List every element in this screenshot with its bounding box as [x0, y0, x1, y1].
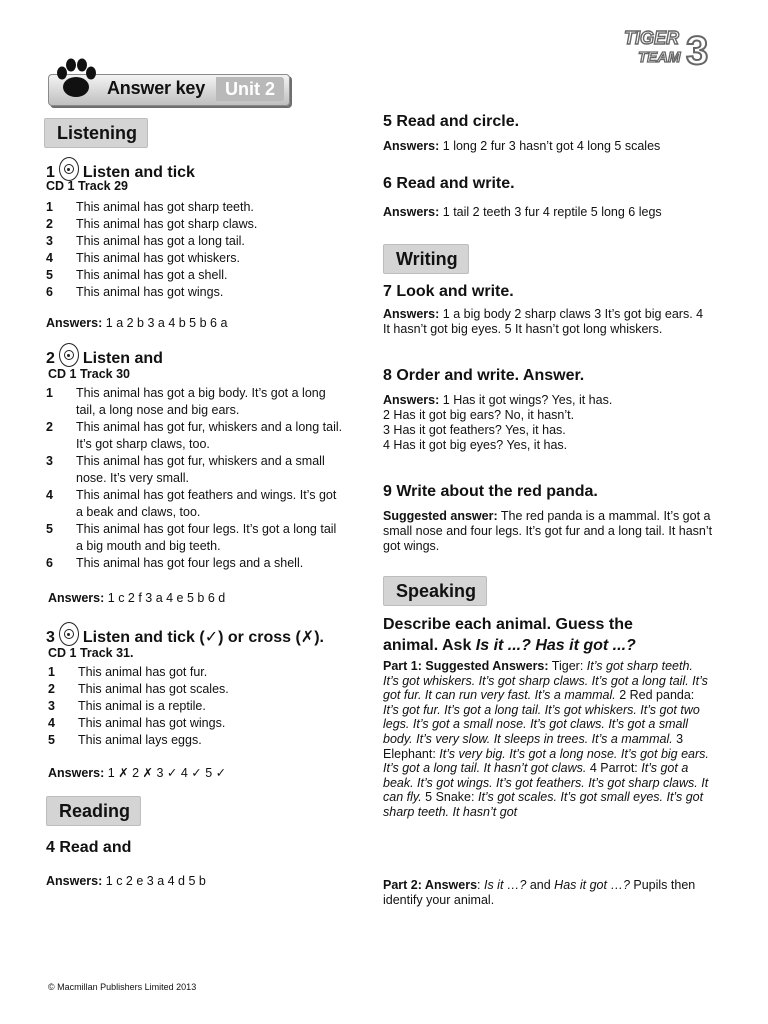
- exercise-6-title: 6 Read and write.: [383, 175, 515, 192]
- exercise-3-answers: Answers: 1 ✗ 2 ✗ 3 ✓ 4 ✓ 5 ✓: [48, 766, 227, 780]
- cd-icon: [59, 157, 79, 181]
- answer-line: 1 Has it got wings? Yes, it has.: [442, 393, 613, 407]
- answer-line: 2 Has it got big ears? No, it hasn’t.: [383, 408, 575, 422]
- speaking-part-1: Part 1: Suggested Answers: Tiger: It’s got sharp teeth. It’s got whiskers. It’s got sharp claws. It’s got a long tail. It’s got fur. It can run very fast. It’s a mammal. 2 Red panda: It’s got fur. It’s got a long tail. It’s got whiskers. It’s got two legs. It’s got a small nose. It’s got claws. It’s got a small body. It’s very slow. It sleeps in trees. It’s a mammal. 3 Elephant: It’s very big. It’s got a long nose. It’s got big ears. It’s got a long tail. It hasn’t got claws. 4 Parrot: It’s got a beak. It’s got wings. It’s got feathers. It’s got sharp claws. It can fly. 5 Snake: It’s got scales. It’s got small eyes. It’s got sharp teeth. It hasn’t got: [383, 659, 709, 819]
- script-line: [48, 681, 338, 698]
- script-line: [46, 555, 346, 572]
- script-line: [46, 487, 346, 521]
- answer-text: 4 Parrot:: [586, 761, 642, 776]
- exercise-2-answers: Answers: 1 c 2 f 3 a 4 e 5 b 6 d: [48, 591, 226, 605]
- speaking-part-2: Part 2: Answers: Is it …? and Has it got …? Pupils then identify your animal.: [383, 878, 696, 907]
- line-text: This animal has got feathers and wings. It’s got a beak and claws, too.: [76, 488, 337, 519]
- cd-icon: [59, 343, 79, 367]
- exercise-6-answers: Answers: 1 tail 2 teeth 3 fur 4 reptile 5 long 6 legs: [383, 205, 662, 219]
- answer-line: 4 Has it got big eyes? Yes, it has.: [383, 438, 568, 452]
- exercise-7-title: 7 Look and write.: [383, 283, 514, 300]
- logo-word-bottom: TEAM: [638, 49, 681, 66]
- line-number: 1: [46, 200, 53, 214]
- section-heading-listening: Listening: [44, 118, 148, 148]
- answer-italic-text: It’s got sharp teeth. It’s got whiskers. It’s got sharp claws. It’s got a long tail. It’s got fur. It can run very fast. It’s a mammal.: [383, 659, 708, 703]
- exercise-3-script: [48, 664, 338, 749]
- line-number: 4: [48, 716, 55, 730]
- script-line: [48, 715, 338, 732]
- answer-italic-text: It’s very big. It’s got a long nose. It’s got big ears. It’s got a long tail. It hasn’t got claws.: [383, 746, 709, 776]
- line-text: This animal has got four legs. It’s got a long tail a big mouth and big teeth.: [76, 522, 337, 553]
- script-line: [46, 521, 346, 555]
- line-text: This animal has got sharp teeth.: [76, 200, 254, 214]
- exercise-9-answers: Suggested answer: The red panda is a mammal. It’s got a small nose and four legs. It’s got fur and a long tail. It hasn’t got wings.: [383, 509, 713, 553]
- line-number: 5: [46, 268, 53, 282]
- answer-text: 3 Elephant:: [383, 731, 684, 761]
- line-number: 3: [46, 234, 53, 248]
- line-number: 2: [46, 420, 53, 434]
- line-number: 3: [46, 454, 53, 468]
- exercise-8-title: 8 Order and write. Answer.: [383, 367, 585, 384]
- cd-icon: [59, 622, 79, 646]
- exercise-9-title: 9 Write about the red panda.: [383, 483, 598, 500]
- line-text: This animal has got fur, whiskers and a small nose. It’s very small.: [76, 454, 325, 485]
- exercise-4-title: 4 Read and: [46, 839, 132, 856]
- script-line: [46, 419, 346, 453]
- answer-text: 2 Red panda:: [615, 688, 695, 703]
- line-text: This animal has got four legs and a shell.: [76, 556, 304, 570]
- script-line: [48, 664, 338, 681]
- line-number: 4: [46, 488, 53, 502]
- answer-text: Tiger:: [548, 659, 587, 673]
- script-line: [46, 267, 346, 284]
- line-text: This animal is a reptile.: [78, 699, 206, 713]
- line-number: 1: [48, 665, 55, 679]
- exercise-5-title: 5 Read and circle.: [383, 113, 520, 130]
- answer-italic-text: It’s got a beak. It’s got wings. It’s got feathers. It’s got sharp claws. It can fly.: [383, 761, 709, 805]
- script-line: [46, 453, 346, 487]
- line-text: This animal has got whiskers.: [76, 251, 240, 265]
- exercise-2-track: CD 1 Track 30: [48, 367, 130, 381]
- answer-text: 5 Snake:: [421, 790, 478, 805]
- line-number: 1: [46, 386, 53, 400]
- script-line: [48, 698, 338, 715]
- line-text: This animal has got a long tail.: [76, 234, 245, 248]
- line-text: This animal has got a shell.: [76, 268, 228, 282]
- answer-italic-text: It’s got fur. It’s got a long tail. It’s got whiskers. It’s got two legs. It’s got a small nose. It’s got claws. It’s got a small body. It’s very slow. It sleeps in trees. It’s a mammal.: [383, 702, 700, 746]
- section-heading-writing: Writing: [383, 244, 469, 274]
- exercise-2-script: [46, 385, 346, 572]
- line-number: 5: [46, 522, 53, 536]
- line-text: This animal has got wings.: [76, 285, 224, 299]
- exercise-7-answers: Answers: 1 a big body 2 sharp claws 3 It’s got big ears. 4 It hasn’t got big eyes. 5 It hasn’t got long whiskers.: [383, 307, 704, 336]
- exercise-1-script: [46, 199, 346, 301]
- exercise-3-track: CD 1 Track 31.: [48, 646, 134, 660]
- logo-number: 3: [686, 29, 709, 72]
- exercise-1-answers: Answers: 1 a 2 b 3 a 4 b 5 b 6 a: [46, 316, 228, 330]
- line-text: This animal has got sharp claws.: [76, 217, 258, 231]
- line-number: 5: [48, 733, 55, 747]
- section-heading-reading: Reading: [46, 796, 141, 826]
- line-text: This animal has got scales.: [78, 682, 229, 696]
- exercise-2-title: 2 Listen and: [46, 343, 163, 368]
- answer-key-title: Answer key: [107, 78, 206, 98]
- section-heading-speaking: Speaking: [383, 576, 487, 606]
- script-line: [48, 732, 338, 749]
- answer-italic-text: It’s got scales. It’s got small eyes. It’s got sharp teeth. It hasn’t got: [383, 790, 704, 819]
- line-text: This animal has got a big body. It’s got a long tail, a long nose and big ears.: [76, 386, 326, 417]
- line-number: 2: [48, 682, 55, 696]
- paw-icon: [53, 55, 99, 101]
- line-text: This animal has got fur.: [78, 665, 208, 679]
- line-number: 6: [46, 285, 53, 299]
- line-text: This animal has got fur, whiskers and a long tail. It’s got sharp claws, too.: [76, 420, 343, 451]
- exercise-5-answers: Answers: 1 long 2 fur 3 hasn’t got 4 long 5 scales: [383, 139, 661, 153]
- script-line: [46, 233, 346, 250]
- line-text: This animal has got wings.: [78, 716, 226, 730]
- exercise-4-answers: Answers: 1 c 2 e 3 a 4 d 5 b: [46, 874, 206, 888]
- speaking-title: Describe each animal. Guess the animal. Ask Is it ...? Has it got ...?: [383, 616, 636, 654]
- exercise-8-answers: Answers: 1 Has it got wings? Yes, it has. 2 Has it got big ears? No, it hasn’t. 3 Has it got feathers? Yes, it has. 4 Has it got big eyes? Yes, it has.: [383, 393, 613, 452]
- tiger-team-logo: [620, 22, 720, 72]
- answer-line: 3 Has it got feathers? Yes, it has.: [383, 423, 566, 437]
- line-number: 3: [48, 699, 55, 713]
- script-line: [46, 284, 346, 301]
- copyright-footer: © Macmillan Publishers Limited 2013: [48, 982, 197, 992]
- script-line: [46, 250, 346, 267]
- script-line: [46, 199, 346, 216]
- line-number: 2: [46, 217, 53, 231]
- exercise-3-title: 3 Listen and tick (✓) or cross (✗).: [46, 622, 324, 647]
- script-line: [46, 216, 346, 233]
- unit-label: Unit 2: [216, 77, 284, 101]
- line-number: 4: [46, 251, 53, 265]
- line-text: This animal lays eggs.: [78, 733, 202, 747]
- logo-word-top: TIGER: [624, 28, 680, 48]
- exercise-1-track: CD 1 Track 29: [46, 179, 128, 193]
- script-line: [46, 385, 346, 419]
- exercise-1-title: 1 Listen and tick: [46, 157, 195, 182]
- line-number: 6: [46, 556, 53, 570]
